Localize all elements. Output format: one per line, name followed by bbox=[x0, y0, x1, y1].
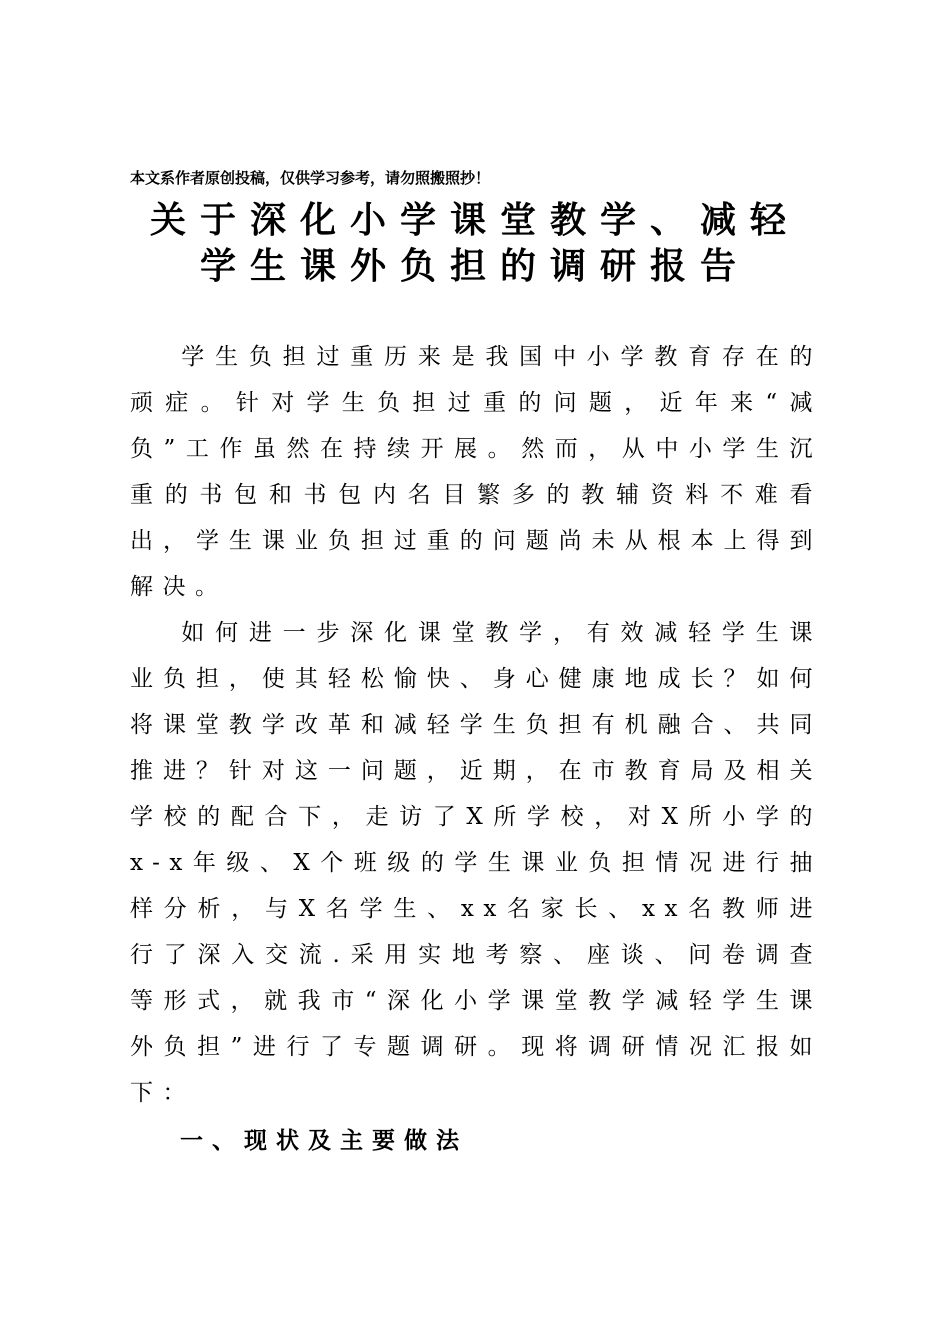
document-title-line-1: 关于深化小学课堂教学、减轻 bbox=[149, 199, 800, 241]
body-paragraph-1-text: 学生负担过重历来是我国中小学教育存在的顽症。针对学生负担过重的问题，近年来“减负”工作虽然在持续开展。然而，从中小学生沉重的书包和书包内名目繁多的教辅资料不难看出，学生课业负担过重的问题尚未从根本上得到解决。 bbox=[130, 344, 822, 600]
body-paragraph-2-text: 如何进一步深化课堂教学，有效减轻学生课业负担，使其轻松愉快、身心健康地成长？如何将课堂教学改革和减轻学生负担有机融合、共同推进？针对这一问题，近期，在市教育局及相关学校的配合下，走访了X所学校，对X所小学的x-x年级、X个班级的学生课业负担情况进行抽样分析，与X名学生、xx名家长、xx名教师进行了深入交流.采用实地考察、座谈、问卷调查等形式，就我市“深化小学课堂教学减轻学生课外负担”进行了专题调研。现将调研情况汇报如下： bbox=[130, 620, 822, 1106]
section-heading: 一、现状及主要做法 bbox=[180, 1127, 468, 1154]
body-paragraph-1 bbox=[130, 334, 822, 610]
copyright-notice: 本文系作者原创投稿，仅供学习参考，请勿照搬照抄！ bbox=[130, 169, 491, 187]
body-paragraph-2 bbox=[130, 610, 822, 1116]
document-title-line-2: 学生课外负担的调研报告 bbox=[199, 245, 750, 287]
